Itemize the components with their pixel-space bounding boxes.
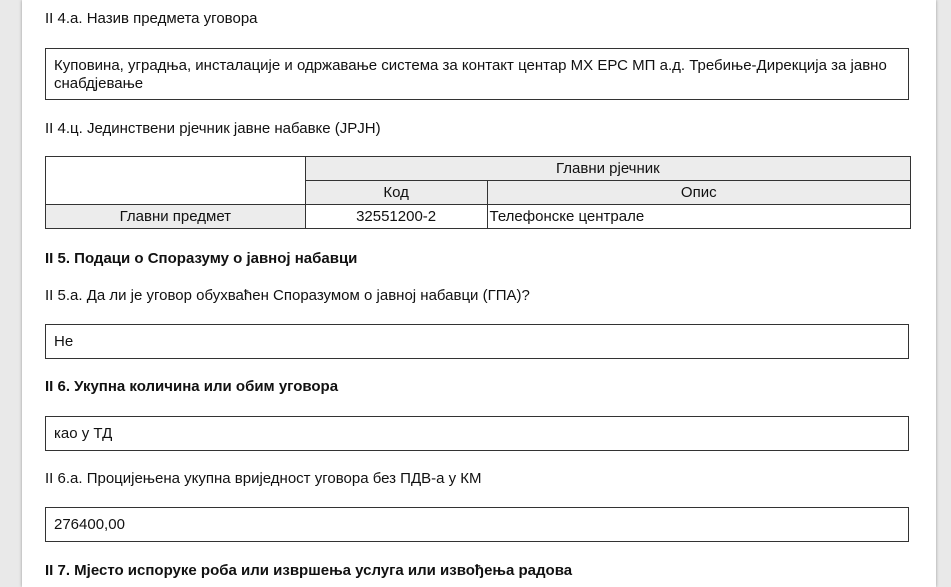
section-7-heading: II 7. Мјесто испоруке роба или извршења услуга или извођења радова [45,562,573,579]
section-6-heading: II 6. Укупна количина или обим уговора [45,378,339,395]
table-group-header: Главни рјечник [305,157,910,181]
table-header-description: Опис [487,181,910,205]
table-row [46,205,911,229]
section-5a-value: Не [54,333,74,350]
section-4a-heading: II 4.а. Назив предмета уговора [45,10,258,27]
table-row-label: Главни предмет [46,205,306,229]
section-4c-heading: II 4.ц. Јединствени рјечник јавне набавке (ЈРЈН) [45,120,381,137]
section-6-value: као у ТД [54,425,113,442]
table-cell-description: Телефонске централе [487,205,910,229]
section-4a-value: Куповина, уградња, инсталације и одржавање система за контакт центар МХ ЕРС МП а.д. Требиње-Дирекција за јавно снабдјевање [54,57,887,92]
section-6a-value-box [45,507,909,542]
section-6a-value: 276400,00 [54,516,125,533]
section-4a-value-box [45,48,909,100]
cpv-table [45,156,911,229]
table-header-code: Код [305,181,487,205]
table-cell-code: 32551200-2 [305,205,487,229]
section-6a-heading: II 6.а. Процијењена укупна вриједност уговора без ПДВ-а у КМ [45,470,482,487]
section-5a-heading: II 5.а. Да ли је уговор обухваћен Споразумом о јавној набавци (ГПА)? [45,287,530,304]
table-corner-cell [46,157,306,205]
section-5-heading: II 5. Подаци о Споразуму о јавној набавци [45,250,358,267]
section-5a-value-box [45,324,909,359]
document-page [22,0,936,587]
section-6-value-box [45,416,909,451]
